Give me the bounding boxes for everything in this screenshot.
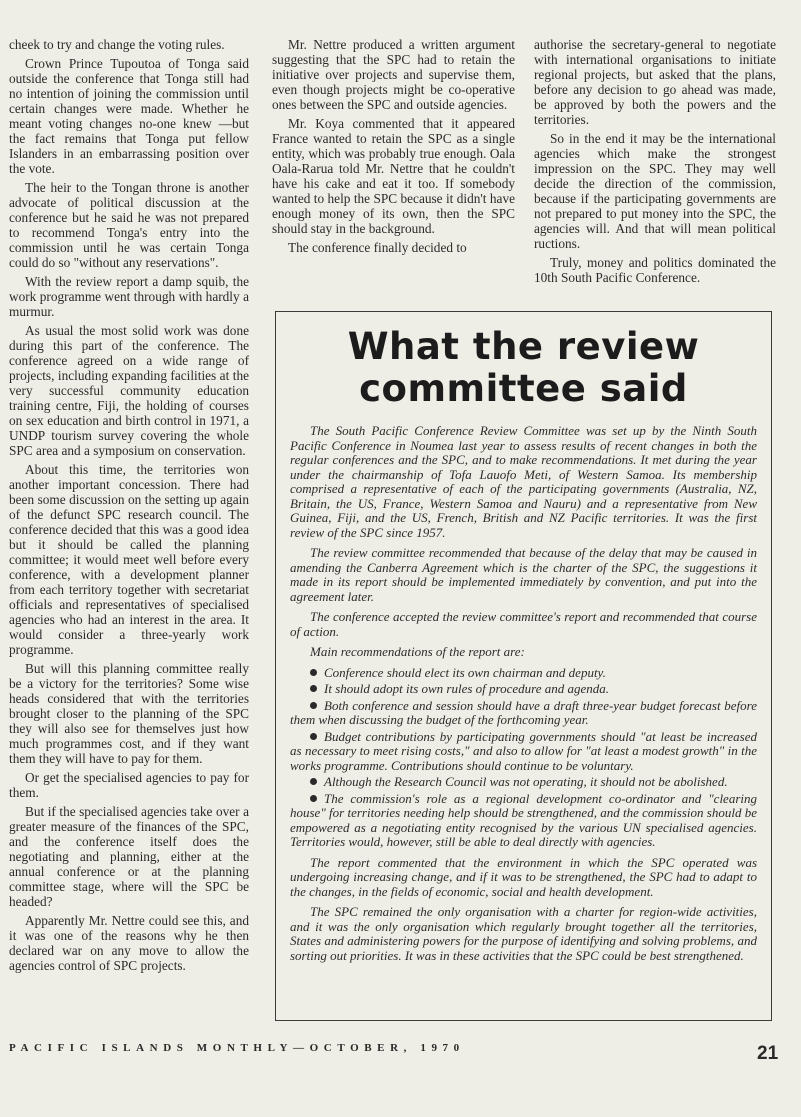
paragraph: Mr. Koya commented that it appeared France wanted to retain the SPC as a single entity, which was probably true enough. Oala Oala-Rarua told Mr. Nettre that he couldn't have his cake and eat it too. If somebody wanted to help the SPC because it didn't have enough money of its own, then the SPC should stay in the background.	[272, 116, 515, 236]
recommendation-item	[290, 730, 757, 774]
paragraph: With the review report a damp squib, the work programme went through with hardly a murmur.	[9, 274, 249, 319]
bullet-icon	[310, 669, 317, 676]
recommendation-item	[290, 699, 757, 728]
box-body	[290, 424, 757, 963]
paragraph: Or get the specialised agencies to pay for them.	[9, 770, 249, 800]
paragraph: So in the end it may be the international agencies which make the strongest impression on the SPC. They may well decide the direction of the commission, because if the participating governments are not prepared to put money into the SPC, the agencies will. And that will mean political ructions.	[534, 131, 776, 251]
running-footer: PACIFIC ISLANDS MONTHLY—OCTOBER, 1970	[9, 1042, 465, 1054]
article-column-2	[272, 37, 515, 255]
box-paragraph: Main recommendations of the report are:	[310, 644, 525, 659]
box-paragraph: The review committee recommended that because of the delay that may be caused in amending the Canberra Agreement which is the charter of the SPC, the suggestions it made in its report should be implemented immediately by convention, and put into the agreement later.	[290, 545, 757, 604]
recommendation-item	[290, 682, 757, 697]
recommendation-text: Both conference and session should have a draft three-year budget forecast before them when discussing the budget of the forthcoming year.	[290, 697, 757, 727]
page-number: 21	[757, 1043, 779, 1064]
paragraph: But will this planning committee really be a victory for the territories? Some wise heads considered that with the territories brought closer to the planning of the SPC they will also see for themselves just how much programmes cost, and if they want them they will have to pay for them.	[9, 661, 249, 766]
paragraph: But if the specialised agencies take over a greater measure of the finances of the SPC, and the conference itself does the negotiating and planning, either at the annual conference or at the planning committee stage, where will the SPC be headed?	[9, 804, 249, 909]
bullet-icon	[310, 733, 317, 740]
recommendation-text: It should adopt its own rules of procedure and agenda.	[324, 681, 610, 696]
article-column-3	[534, 37, 776, 285]
box-paragraph: The South Pacific Conference Review Committee was set up by the Ninth South Pacific Conference in Noumea last year to assess results of recent changes in both the regular conferences and the SPC, and to make recommendations. It met during the year under the chairmanship of Tofa Lauofo Meti, of Western Samoa. Its membership comprised a representative of each of the participating governments (Australia, NZ, Britain, the US, France, Western Samoa and Nauru) and a representative from New Guinea, Fiji, and the US, French, British and NZ Pacific territories. It was the first review of the SPC since 1957.	[290, 423, 757, 540]
sidebar-box-review-committee	[275, 311, 772, 1021]
recommendation-item	[290, 775, 757, 790]
bullet-icon	[310, 702, 317, 709]
box-title	[290, 326, 757, 410]
article-column-1	[9, 37, 249, 973]
paragraph: Mr. Nettre produced a written argument suggesting that the SPC had to retain the initiative over projects and supervise them, even though projects might be co-operative ones between the SPC and outside agencies.	[272, 37, 515, 112]
paragraph: Apparently Mr. Nettre could see this, and it was one of the reasons why he then declared war on any move to allow the agencies control of SPC projects.	[9, 913, 249, 973]
paragraph: As usual the most solid work was done during this part of the conference. The conference agreed on a wide range of projects, including expanding facilities at the very successful community education training centre, Fiji, the holding of courses on sex education and birth control in 1971, a UNDP tourism survey covering the whole SPC area and a symposium on conservation.	[9, 323, 249, 458]
box-title-line-1: What the review	[347, 325, 700, 368]
paragraph: About this time, the territories won another important concession. There had been some discussion on the setting up again of the defunct SPC research council. The conference decided that this was a good idea but it should be called the planning committee; it would meet well before every conference, with a development planner from each territory together with secretariat officials and representatives of specialised agencies who had an interest in the area. It would consider a three-yearly work programme.	[9, 462, 249, 657]
paragraph: cheek to try and change the voting rules.	[9, 37, 225, 52]
paragraph: Truly, money and politics dominated the 10th South Pacific Conference.	[534, 255, 776, 285]
paragraph: Crown Prince Tupoutoa of Tonga said outside the conference that Tonga still had no intention of joining the commission until certain changes were made. Whether he meant voting changes no-one knew —but the fact remains that Tonga put fellow Islanders in an embarrassing position over the vote.	[9, 56, 249, 176]
box-title-line-2: committee said	[359, 367, 688, 410]
paragraph: The heir to the Tongan throne is another advocate of political discussion at the conference but he said he was not prepared to recommend Tonga's entry into the commission until he was certain Tonga could do so "without any reservations".	[9, 180, 249, 270]
box-paragraph: The SPC remained the only organisation with a charter for region-wide activities, and it was the only organisation which regularly brought together all the territories, States and administering powers for the purpose of identifying and solving problems, and sorting out priorities. It was in these activities that the SPC could be best strengthened.	[290, 904, 757, 963]
recommendation-text: Conference should elect its own chairman and deputy.	[324, 664, 606, 680]
recommendation-text: The commission's role as a regional development co-ordinator and "clearing house" for territories needing help should be strengthened, and the commission should be empowered as a negotiating entity recognised by the various UN specialised agencies. Territories would, however, still be able to deal directly with agencies.	[290, 790, 757, 849]
bullet-icon	[310, 795, 317, 802]
recommendation-item	[290, 792, 757, 850]
recommendation-text: Budget contributions by participating governments should "at least be increased as necessary to meet rising costs," and also to allow for "at least a modest growth" in the works programme. Contributions should continue to be voluntary.	[290, 728, 757, 773]
box-paragraph: The report commented that the environment in which the SPC operated was undergoing increasing change, and if it was to be strengthened, the SPC had to adapt to the changes, in the fields of economic, social and health development.	[290, 854, 757, 899]
paragraph: The conference finally decided to	[288, 240, 467, 255]
recommendation-text: Although the Research Council was not operating, it should not be abolished.	[324, 774, 728, 789]
recommendation-item	[290, 666, 757, 681]
bullet-icon	[310, 778, 317, 785]
box-paragraph: The conference accepted the review committee's report and recommended that course of action.	[290, 609, 757, 639]
bullet-icon	[310, 685, 317, 692]
paragraph: authorise the secretary-general to negotiate with international organisations to initiate regional projects, but asked that the plans, before any decision to go ahead was made, be approved by both the powers and the territories.	[534, 37, 776, 127]
